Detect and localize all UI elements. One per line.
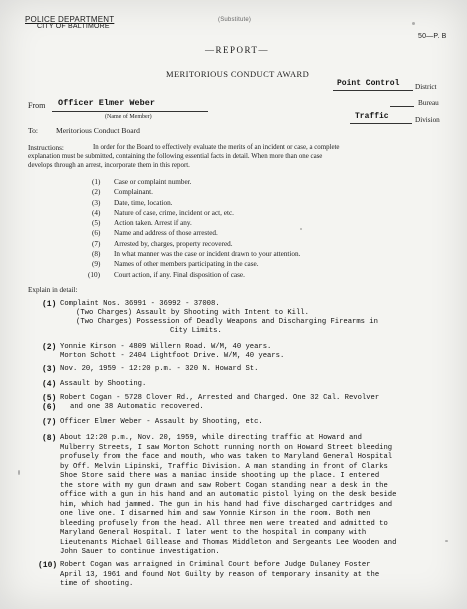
entry-5-arrest-a: Robert Cogan - 5728 Clover Rd., Arrested and Charged. One 32 Cal. Revolver (60, 394, 380, 402)
entry-2-complainant-b: Morton Schott - 2404 Lightfoot Drive. W/M, 40 years. (60, 352, 285, 360)
form-number: 50—P. B (418, 33, 447, 40)
narrative-line: Lieutenants Michael Gillease and Thomas Middleton and Sergeants Lee Wooden and (60, 538, 397, 547)
instructions-line-3: develops through an arrest, incorporate them in this report. (28, 162, 190, 169)
list-item: (8) In what manner was the case or incident drawn to your attention. (92, 250, 301, 259)
entry-1-charge-b: (Two Charges) Possession of Deadly Weapons and Discharging Firearms in (76, 318, 378, 326)
narrative-line: About 12:20 p.m., Nov. 20, 1959, while directing traffic at Howard and (60, 434, 362, 442)
narrative-line: profusely from the face and mouth, who was taken to Maryland General Hospital (60, 453, 393, 461)
narrative-line: office with a gun in his hand and an automatic pistol lying on the desk beside (60, 491, 397, 499)
district-value: Point Control (337, 79, 400, 88)
narrative-line: John Sauer to continue investigation. (60, 548, 220, 556)
list-item: (7) Arrested by, charges, property recovered. (92, 239, 233, 248)
district-label: District (415, 83, 437, 91)
entry-3-number: (3) (42, 365, 57, 374)
list-item: (6) Name and address of those arrested. (92, 229, 218, 238)
narrative-line: Maryland General Hospital. I later went to the hospital in company with (60, 529, 367, 537)
instructions-line-1: In order for the Board to effectively evaluate the merits of an incident or case, a complete (93, 144, 340, 151)
narrative-line: the store with my gun drawn and saw Robert Cogan standing near a desk in the (60, 481, 388, 490)
scan-speck (445, 540, 448, 542)
entry-10-number: (10) (38, 561, 58, 570)
scan-speck (18, 470, 20, 475)
entry-10-court-action (60, 561, 460, 590)
explain-label: Explain in detail: (28, 286, 78, 294)
scan-speck (300, 228, 302, 230)
instructions-line-2: explanation must be submitted, containing the following essential facts in detail. When more than one case (28, 153, 323, 160)
list-item: (3) Date, time, location. (92, 198, 173, 207)
instructions-label: Instructions: (28, 144, 64, 152)
to-label: To: (28, 126, 39, 135)
narrative-line: bleeding profusely from the head. All three men were treated and admitted to (60, 519, 388, 528)
report-heading: —REPORT— (205, 45, 269, 55)
narrative-line: by Off. Melvin Lipinski, Traffic Division. A man standing in front of Clarks (60, 462, 388, 471)
narrative-line: him, which had jammed. The gun in his hand had five discharged cartridges and (60, 500, 393, 509)
entry-1-number: (1) (42, 300, 57, 309)
entry-4-number: (4) (42, 380, 57, 389)
list-item: (2) Complainant. (92, 188, 153, 197)
required-facts-list (88, 178, 372, 281)
entry-7-arrested-by: Officer Elmer Weber - Assault by Shooting, etc. (60, 418, 263, 426)
award-title: MERITORIOUS CONDUCT AWARD (166, 69, 310, 79)
scan-speck (412, 22, 415, 25)
court-line: April 13, 1961 and found Not Guilty by reason of temporary insanity at the (60, 570, 380, 579)
department-name: POLICE DEPARTMENT (25, 15, 115, 24)
entry-6-number: (6) (42, 403, 57, 412)
narrative-line: Shoe Store said there was a maniac inside shooting up the place. I entered (60, 472, 380, 480)
court-line: time of shooting. (60, 580, 134, 588)
city-name: CITY OF BALTIMORE (37, 23, 110, 30)
court-line: Robert Cogan was arraigned in Criminal Court before Judge Dulaney Foster (60, 561, 371, 569)
entry-1-complaint: Complaint Nos. 36991 - 36992 - 37008. (60, 300, 220, 308)
entry-1-charge-b-cont: City Limits. (170, 327, 222, 335)
board-name: Meritorious Conduct Board (56, 126, 140, 135)
entry-5-number: (5) (42, 394, 57, 403)
narrative-line: one live one. I disarmed him and saw Yonnie Kirson in the room. Both men (60, 510, 371, 518)
list-item: (5) Action taken. Arrest if any. (92, 219, 192, 228)
narrative-line: Mulberry Streets, I saw Morton Schott running north on Howard Street bleeding (60, 443, 393, 452)
bureau-label: Bureau (418, 99, 439, 107)
list-item: (1) Case or complaint number. (92, 178, 192, 186)
entry-1-charge-a: (Two Charges) Assault by Shooting with Intent to Kill. (76, 309, 309, 317)
list-item: (4) Nature of case, crime, incident or act, etc. (92, 208, 234, 217)
entry-8-narrative (60, 434, 460, 558)
member-name: Officer Elmer Weber (58, 98, 155, 108)
entry-5-arrest-b: and one 38 Automatic recovered. (70, 403, 204, 411)
division-label: Division (415, 116, 440, 124)
list-item: (10) Court action, if any. Final disposition of case. (88, 270, 245, 279)
list-item: (9) Names of other members participating in the case. (92, 260, 259, 269)
substitute-stamp: (Substitute) (218, 17, 252, 23)
from-label: From (28, 101, 46, 110)
entry-2-complainant-a: Yonnie Kirson - 4809 Willern Road. W/M, 40 years. (60, 343, 272, 351)
entry-7-number: (7) (42, 418, 57, 427)
entry-2-number: (2) (42, 343, 57, 352)
entry-8-number: (8) (42, 434, 57, 443)
entry-4-nature: Assault by Shooting. (60, 380, 147, 388)
division-value: Traffic (355, 112, 389, 121)
entry-3-datetime: Nov. 20, 1959 - 12:20 p.m. - 320 N. Howard St. (60, 365, 259, 373)
member-name-caption: (Name of Member) (105, 114, 152, 120)
